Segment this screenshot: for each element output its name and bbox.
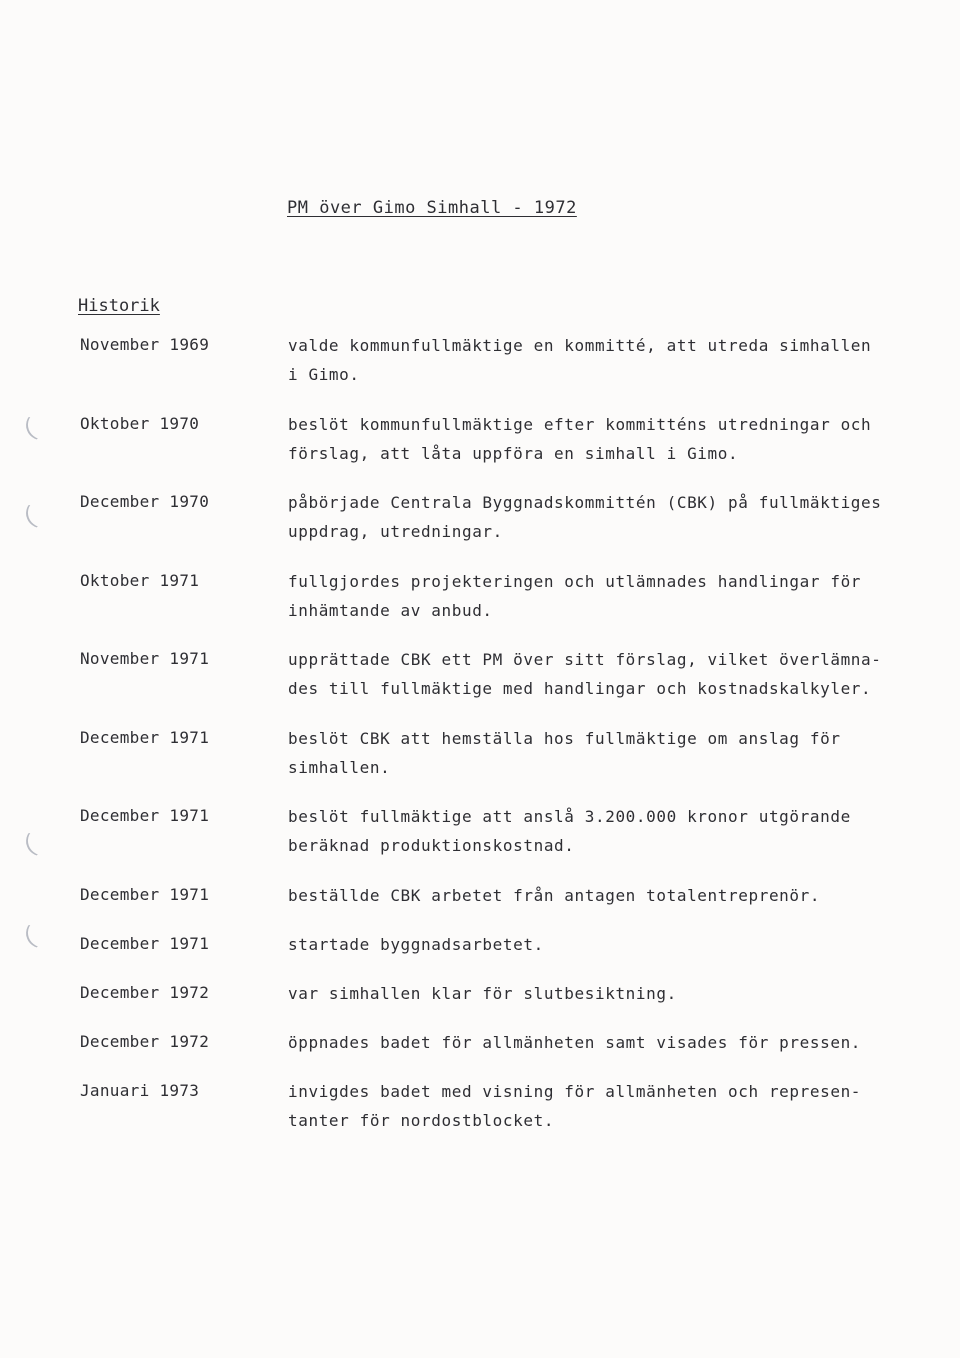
entry-text — [288, 331, 898, 389]
entry-text-line: påbörjade Centrala Byggnadskommittén (CBK) på fullmäktiges — [288, 493, 882, 512]
entry-date: November 1969 — [80, 335, 210, 354]
entry-text — [288, 724, 898, 782]
entry-date: December 1970 — [80, 492, 210, 511]
entry-text-line: des till fullmäktige med handlingar och kostnadskalkyler. — [288, 679, 872, 698]
entry-text-line: valde kommunfullmäktige en kommitté, att utreda simhallen — [288, 336, 872, 355]
entry-text — [288, 881, 898, 910]
entry-text-line: invigdes badet med visning för allmänheten och represen- — [288, 1082, 862, 1101]
entry-date: December 1971 — [80, 934, 210, 953]
entry-text-line: förslag, att låta uppföra en simhall i Gimo. — [288, 444, 739, 463]
punch-hole-mark — [22, 822, 61, 861]
entry-date: December 1971 — [80, 728, 210, 747]
entry-text-line: öppnades badet för allmänheten samt visades för pressen. — [288, 1033, 862, 1052]
entry-date: Oktober 1971 — [80, 571, 200, 590]
entry-text-line: beställde CBK arbetet från antagen totalentreprenör. — [288, 886, 821, 905]
punch-hole-mark — [22, 914, 61, 953]
entry-text-line: uppdrag, utredningar. — [288, 522, 503, 541]
entry-text — [288, 979, 898, 1008]
entry-date: Januari 1973 — [80, 1081, 200, 1100]
entry-text-line: beslöt CBK att hemställa hos fullmäktige om anslag för — [288, 729, 841, 748]
punch-hole-mark — [22, 406, 61, 445]
entry-date: December 1971 — [80, 885, 210, 904]
entry-text-line: beräknad produktionskostnad. — [288, 836, 575, 855]
entry-text-line: tanter för nordostblocket. — [288, 1111, 555, 1130]
entry-date: Oktober 1970 — [80, 414, 200, 433]
punch-hole-mark — [22, 494, 61, 533]
section-heading: Historik — [78, 296, 160, 316]
entry-date: December 1972 — [80, 983, 210, 1002]
entry-text — [288, 410, 898, 468]
entry-text-line: simhallen. — [288, 758, 391, 777]
entry-text-line: i Gimo. — [288, 365, 360, 384]
entry-text — [288, 1077, 898, 1135]
entry-text-line: upprättade CBK ett PM över sitt förslag, vilket överlämna- — [288, 650, 882, 669]
entry-date: December 1971 — [80, 806, 210, 825]
entry-text-line: startade byggnadsarbetet. — [288, 935, 544, 954]
entry-text — [288, 930, 898, 959]
entry-text — [288, 488, 898, 546]
entry-text — [288, 1028, 898, 1057]
entry-text-line: beslöt fullmäktige att anslå 3.200.000 kronor utgörande — [288, 807, 851, 826]
entry-date: November 1971 — [80, 649, 210, 668]
entry-text-line: beslöt kommunfullmäktige efter kommitténs utredningar och — [288, 415, 872, 434]
entry-text-line: var simhallen klar för slutbesiktning. — [288, 984, 677, 1003]
entry-text — [288, 645, 898, 703]
entry-text — [288, 567, 898, 625]
entry-date: December 1972 — [80, 1032, 210, 1051]
entry-text — [288, 802, 898, 860]
entry-text-line: fullgjordes projekteringen och utlämnades handlingar för — [288, 572, 862, 591]
entry-text-line: inhämtande av anbud. — [288, 601, 493, 620]
document-title: PM över Gimo Simhall - 1972 — [287, 198, 577, 218]
